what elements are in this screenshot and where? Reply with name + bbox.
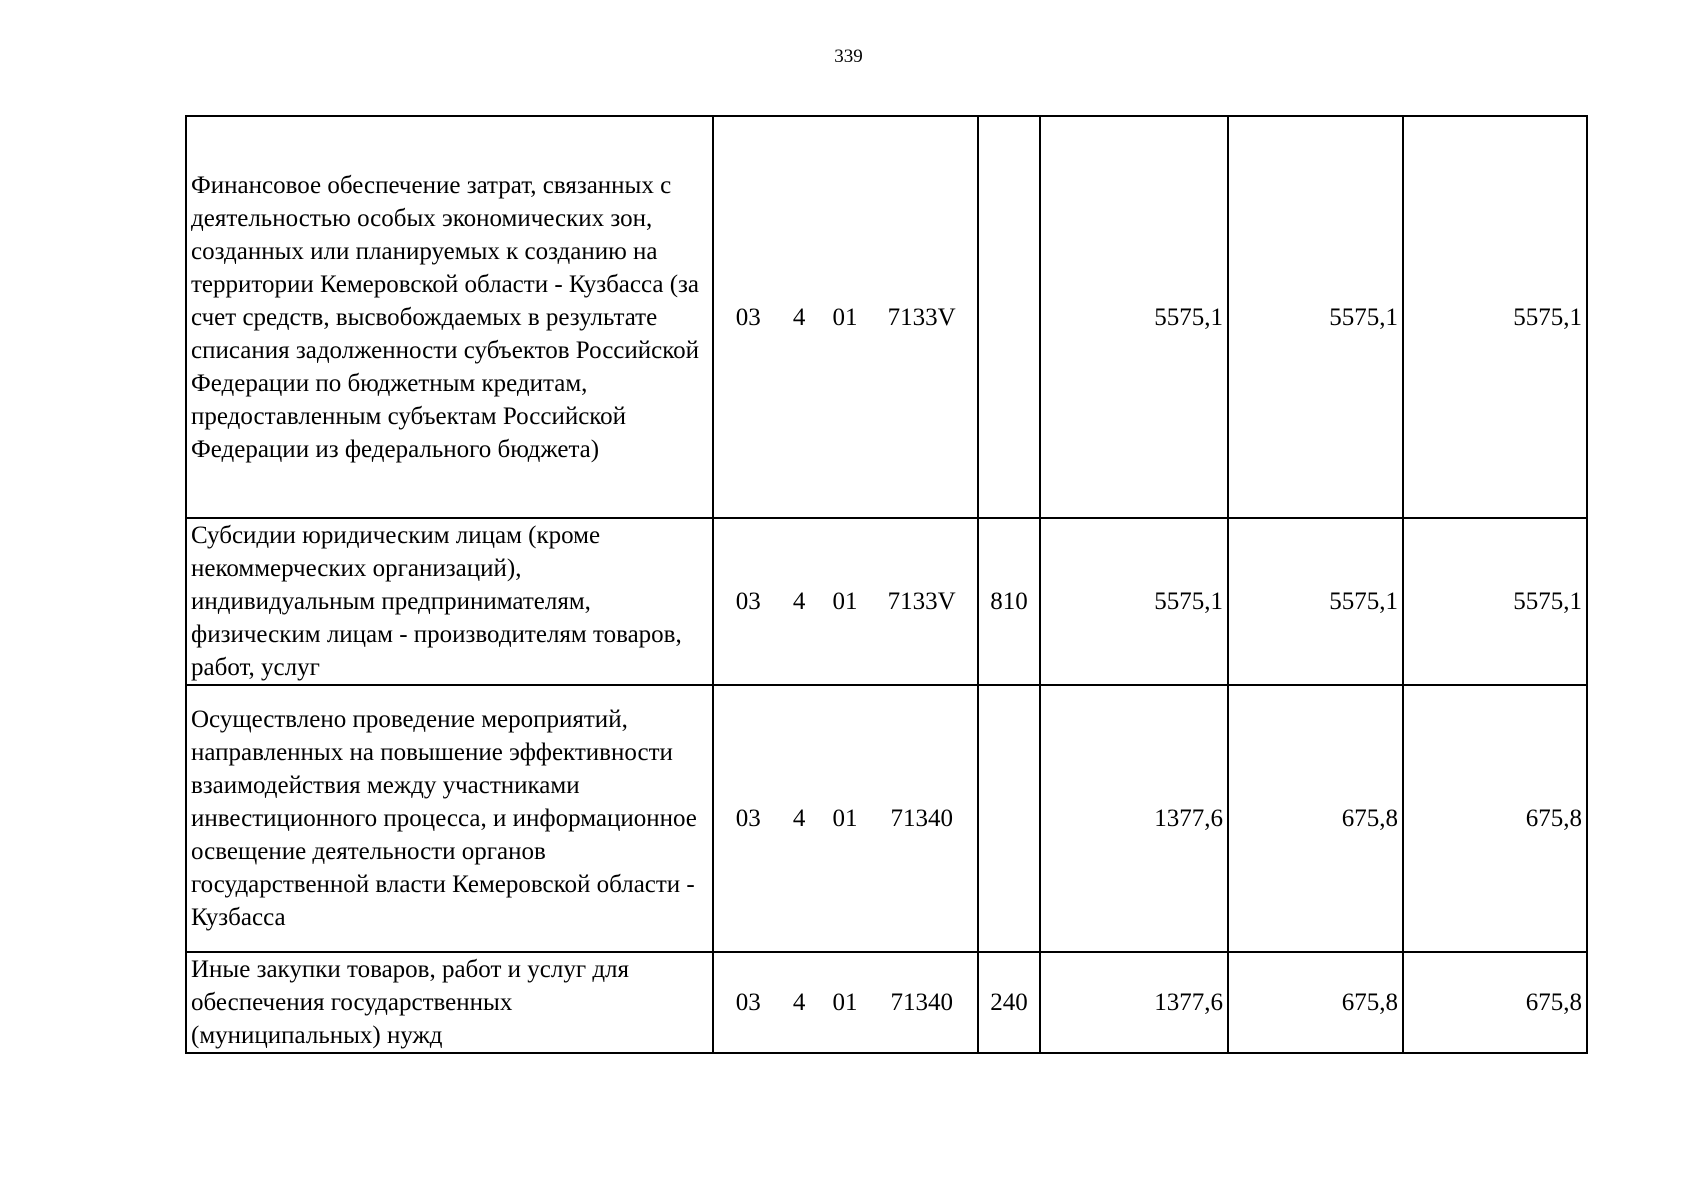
budget-table	[185, 115, 1588, 1054]
amount-year-3: 5575,1	[1403, 116, 1587, 518]
code-subprogram: 01	[832, 805, 858, 832]
code-section: 03	[735, 805, 761, 832]
amount-year-1: 5575,1	[1040, 518, 1228, 685]
amount-year-1: 1377,6	[1040, 952, 1228, 1053]
row-description: Финансовое обеспечение затрат, связанных с деятельностью особых экономических зон, созданных или планируемых к созданию на территории Кемеровской области - Кузбасса (за счет средств, высвобождаемых в результате списания задолженности субъектов Российской Федерации по бюджетным кредитам, предоставленным субъектам Российской Федерации из федерального бюджета)	[186, 116, 713, 518]
table-row	[186, 518, 1587, 685]
amount-year-2: 675,8	[1228, 685, 1403, 952]
code-program: 4	[792, 805, 806, 832]
code-direction: 7133V	[887, 303, 956, 331]
amount-year-1: 1377,6	[1040, 685, 1228, 952]
row-description: Иные закупки товаров, работ и услуг для обеспечения государственных (муниципальных) нужд	[186, 952, 713, 1053]
classification-codes-cell	[713, 116, 978, 518]
code-program: 4	[792, 588, 806, 615]
code-subprogram: 01	[832, 588, 858, 615]
expense-type-cell: 240	[978, 952, 1040, 1053]
code-section: 03	[735, 989, 761, 1016]
code-direction: 71340	[890, 989, 953, 1016]
expense-type-cell: 810	[978, 518, 1040, 685]
code-subprogram: 01	[832, 303, 858, 331]
amount-year-2: 675,8	[1228, 952, 1403, 1053]
classification-codes-cell	[713, 685, 978, 952]
code-direction: 71340	[890, 805, 953, 832]
table-row	[186, 952, 1587, 1053]
amount-year-3: 675,8	[1403, 952, 1587, 1053]
code-section: 03	[735, 303, 761, 331]
amount-year-3: 675,8	[1403, 685, 1587, 952]
classification-codes-cell	[713, 518, 978, 685]
expense-type-cell	[978, 116, 1040, 518]
amount-year-1: 5575,1	[1040, 116, 1228, 518]
code-direction: 7133V	[887, 588, 956, 615]
amount-year-3: 5575,1	[1403, 518, 1587, 685]
code-program: 4	[792, 303, 806, 331]
code-section: 03	[735, 588, 761, 615]
classification-codes-cell	[713, 952, 978, 1053]
row-description: Осуществлено проведение мероприятий, направленных на повышение эффективности взаимодействия между участниками инвестиционного процесса, и информационное освещение деятельности органов государственной власти Кемеровской области - Кузбасса	[186, 685, 713, 952]
amount-year-2: 5575,1	[1228, 116, 1403, 518]
amount-year-2: 5575,1	[1228, 518, 1403, 685]
table-row	[186, 685, 1587, 952]
page-number: 339	[834, 46, 863, 67]
row-description: Субсидии юридическим лицам (кроме некоммерческих организаций), индивидуальным предпринимателям, физическим лицам - производителям товаров, работ, услуг	[186, 518, 713, 685]
table-row	[186, 116, 1587, 518]
expense-type-cell	[978, 685, 1040, 952]
code-subprogram: 01	[832, 989, 858, 1016]
code-program: 4	[792, 989, 806, 1016]
